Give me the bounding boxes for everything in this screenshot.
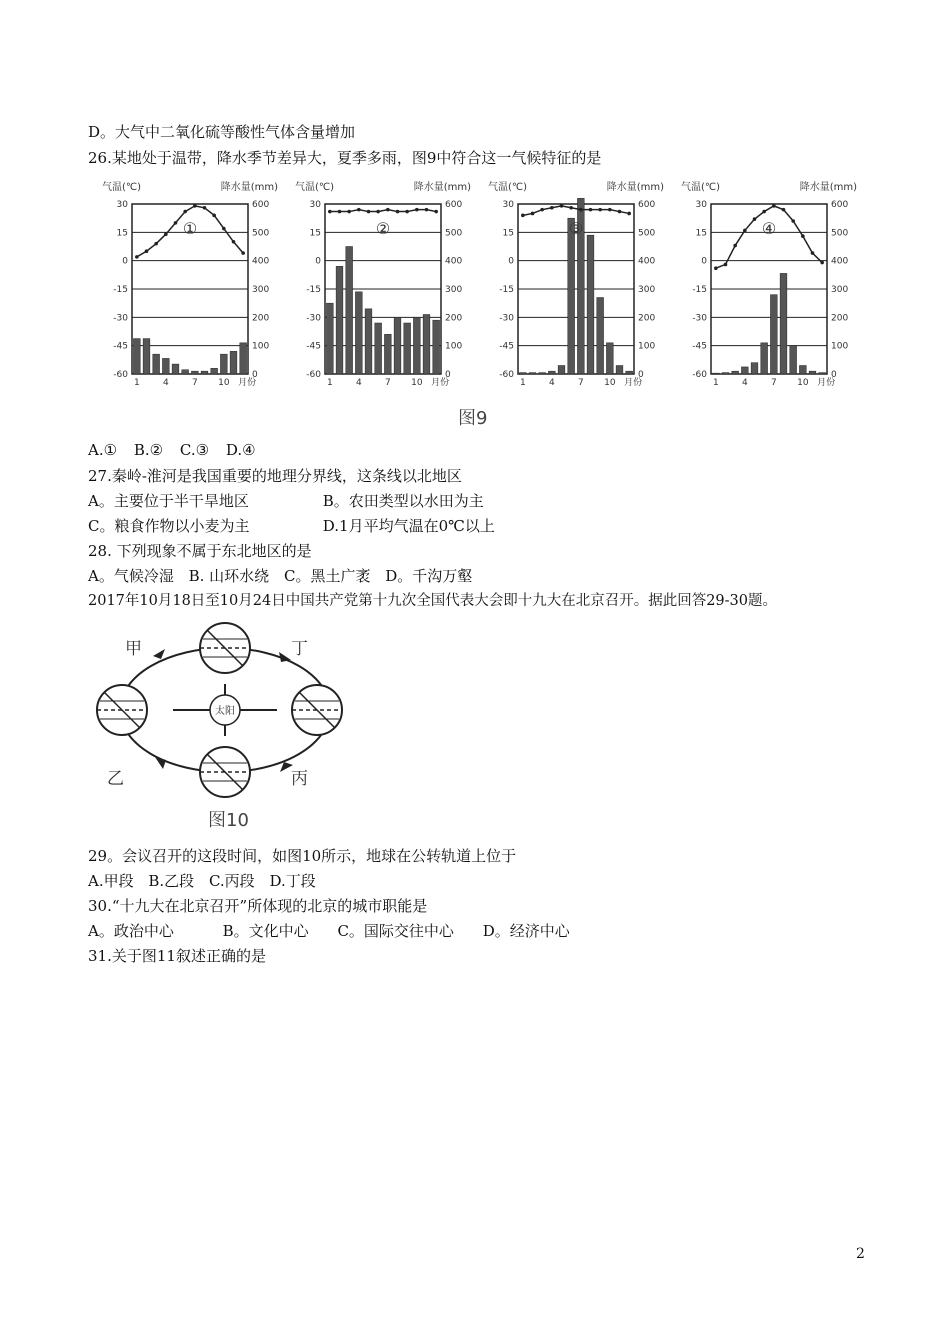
figure-9-caption: 图9 [458, 408, 488, 429]
q28-option-b[interactable]: B. 山环水绕 [188, 567, 270, 585]
label-bing: 丙 [291, 769, 308, 789]
precip-bar [346, 247, 353, 375]
month-tick-label: 10 [411, 378, 423, 386]
q29-option-c[interactable]: C.丙段 [208, 872, 255, 890]
temperature-line [523, 206, 629, 215]
precip-bar [790, 346, 797, 374]
precip-bar [722, 373, 729, 374]
q27-stem: 27.秦岭-淮河是我国重要的地理分界线，这条线以北地区 [88, 467, 462, 485]
precip-bar [230, 351, 237, 374]
label-yi: 乙 [107, 769, 124, 789]
chart-number-label: ③ [568, 219, 584, 238]
q27-options-row2 [88, 516, 495, 536]
temperature-point [782, 208, 786, 212]
earth-icon-top [200, 623, 250, 673]
q26-option-b[interactable]: B.② [133, 441, 164, 459]
temperature-axis-label: 气温(℃) [681, 182, 721, 193]
temperature-point [174, 221, 178, 225]
q26-stem: 26.某地处于温带，降水季节差异大，夏季多雨，图9中符合这一气候特征的是 [88, 149, 602, 167]
precip-tick-label: 400 [638, 256, 656, 267]
precip-tick-label: 200 [831, 313, 849, 324]
month-tick-label: 4 [162, 378, 169, 386]
temperature-point [376, 210, 380, 214]
month-tick-label: 7 [384, 378, 391, 386]
q26-option-d[interactable]: D.④ [225, 441, 256, 459]
precip-bar [606, 343, 613, 374]
temperature-point [579, 208, 583, 212]
temperature-point [560, 204, 564, 208]
precipitation-axis-label: 降水量(mm) [413, 182, 471, 193]
temperature-point [434, 210, 438, 214]
q30-option-c[interactable]: C。国际交往中心 [337, 922, 454, 940]
precip-bar [182, 370, 189, 374]
temperature-point [540, 208, 544, 212]
precip-bar [799, 366, 806, 375]
q29-option-a[interactable]: A.甲段 [88, 872, 134, 890]
precip-bar [568, 218, 575, 374]
q29-stem: 29。会议召开的这段时间，如图10所示，地球在公转轨道上位于 [88, 847, 517, 865]
temp-tick-label: -30 [306, 313, 321, 324]
precip-bar [741, 367, 748, 374]
temperature-point [550, 206, 554, 210]
temp-tick-label: -15 [499, 285, 514, 295]
precip-bar [355, 292, 362, 374]
month-axis-label: 月份 [624, 378, 643, 386]
precip-tick-label: 200 [445, 313, 463, 324]
temperature-point [367, 210, 371, 214]
q27-option-a[interactable]: A。主要位于半干旱地区 [88, 492, 249, 510]
temp-tick-label: -45 [692, 341, 707, 352]
precip-bar [365, 309, 372, 374]
precip-tick-label: 200 [638, 313, 656, 324]
earth-icon-bottom [200, 747, 250, 797]
month-tick-label: 4 [548, 378, 555, 386]
precip-bar [153, 354, 160, 374]
precip-tick-label: 600 [638, 200, 656, 210]
month-tick-label: 10 [218, 378, 230, 386]
temperature-point [569, 206, 573, 210]
precipitation-axis-label: 降水量(mm) [606, 182, 664, 193]
temp-tick-label: 15 [116, 228, 128, 239]
q28-option-d[interactable]: D。千沟万壑 [385, 567, 473, 585]
month-tick-label: 1 [133, 378, 140, 386]
precip-bar [761, 343, 768, 374]
orbit-arrow-yi [155, 757, 166, 769]
month-tick-label: 7 [577, 378, 584, 386]
temperature-point [241, 251, 245, 255]
precip-bar [616, 366, 623, 375]
q29-option-b[interactable]: B.乙段 [148, 872, 195, 890]
temperature-point [396, 210, 400, 214]
temp-tick-label: -15 [692, 285, 707, 295]
sun-icon [173, 684, 277, 736]
precip-bar [558, 366, 565, 375]
temp-tick-label: -60 [113, 370, 128, 380]
temp-tick-label: 30 [116, 200, 128, 210]
climate-chart-2 [293, 176, 473, 386]
precip-tick-label: 100 [252, 341, 270, 352]
temperature-axis-label: 气温(℃) [295, 182, 335, 193]
month-axis-label: 月份 [238, 378, 257, 386]
temperature-point [791, 219, 795, 223]
precip-bar [626, 371, 633, 374]
temperature-point [618, 210, 622, 214]
month-tick-label: 1 [712, 378, 719, 386]
precip-bar [732, 371, 739, 374]
precip-bar [780, 273, 787, 374]
precip-tick-label: 100 [445, 341, 463, 352]
temperature-point [714, 266, 718, 270]
temperature-point [154, 242, 158, 246]
q29-options [88, 871, 316, 891]
month-axis-label: 月份 [817, 378, 836, 386]
q29-option-d[interactable]: D.丁段 [269, 872, 316, 890]
temp-tick-label: -45 [113, 341, 128, 352]
precip-bar [201, 371, 208, 374]
q27-option-b[interactable]: B。农田类型以水田为主 [322, 492, 484, 510]
temp-tick-label: 30 [309, 200, 321, 210]
temperature-axis-label: 气温(℃) [102, 182, 142, 193]
precipitation-axis-label: 降水量(mm) [799, 182, 857, 193]
temperature-point [811, 251, 815, 255]
precip-tick-label: 400 [445, 256, 463, 267]
temp-tick-label: -45 [306, 341, 321, 352]
climate-chart-4 [679, 176, 859, 386]
temp-tick-label: 15 [502, 228, 514, 239]
q30-option-a[interactable]: A。政治中心 [88, 922, 174, 940]
precip-bar [162, 358, 169, 374]
temperature-point [145, 249, 149, 253]
earth-icon-right [292, 685, 342, 735]
temp-tick-label: -45 [499, 341, 514, 352]
temp-tick-label: 0 [701, 256, 707, 267]
month-tick-label: 4 [355, 378, 362, 386]
q30-option-b[interactable]: B。文化中心 [222, 922, 309, 940]
sun-label: 太阳 [215, 706, 235, 717]
chart-number-label: ① [182, 219, 198, 238]
precip-tick-label: 500 [638, 228, 656, 239]
precip-tick-label: 0 [445, 370, 451, 380]
temp-tick-label: 30 [502, 200, 514, 210]
precip-tick-label: 300 [831, 285, 849, 295]
precip-bar [423, 315, 430, 375]
precip-tick-label: 600 [252, 200, 270, 210]
q30-stem: 30.“十九大在北京召开”所体现的北京的城市职能是 [88, 897, 428, 915]
precip-bar [211, 368, 218, 374]
precip-tick-label: 500 [252, 228, 270, 239]
temp-tick-label: -60 [306, 370, 321, 380]
precip-bar [519, 373, 526, 374]
orbit-arrow-jia [153, 649, 165, 659]
q26-option-c[interactable]: C.③ [179, 441, 210, 459]
precip-bar [375, 323, 382, 374]
temperature-point [415, 208, 419, 212]
temperature-point [232, 240, 236, 244]
chart-number-label: ② [375, 219, 391, 238]
climate-chart-3 [486, 176, 666, 386]
month-tick-label: 4 [741, 378, 748, 386]
temperature-point [598, 208, 602, 212]
month-tick-label: 7 [770, 378, 777, 386]
q27-option-c[interactable]: C。粮食作物以小麦为主 [88, 517, 250, 535]
month-tick-label: 10 [604, 378, 616, 386]
temperature-point [183, 210, 187, 214]
chart-svg [486, 176, 666, 386]
precip-bar [143, 339, 150, 374]
q31-stem: 31.关于图11叙述正确的是 [88, 947, 266, 965]
q28-option-c[interactable]: C。黑土广袤 [283, 567, 371, 585]
precip-bar [809, 371, 816, 374]
temp-tick-label: -30 [692, 313, 707, 324]
precip-bar [191, 371, 198, 374]
temperature-point [425, 208, 429, 212]
precip-tick-label: 600 [445, 200, 463, 210]
temperature-point [164, 232, 168, 236]
climate-chart-1 [100, 176, 280, 386]
precip-tick-label: 500 [445, 228, 463, 239]
q28-stem: 28. 下列现象不属于东北地区的是 [88, 542, 312, 560]
precip-bar [384, 334, 391, 374]
precip-tick-label: 0 [252, 370, 258, 380]
q26-options [88, 440, 256, 460]
precip-tick-label: 300 [445, 285, 463, 295]
precip-bar [587, 235, 594, 374]
precip-bar [133, 339, 140, 374]
q29-30-intro: 2017年10月18日至10月24日中国共产党第十九次全国代表大会即十九大在北京召开。据此回答29-30题。 [88, 593, 778, 609]
precip-bar [548, 371, 555, 374]
temp-tick-label: 0 [315, 256, 321, 267]
q27-option-d[interactable]: D.1月平均气温在0℃以上 [322, 517, 495, 535]
q30-options [88, 921, 570, 941]
temperature-point [743, 229, 747, 233]
precip-tick-label: 100 [831, 341, 849, 352]
page-number: 2 [856, 1246, 865, 1262]
earth-icon-left [97, 685, 147, 735]
temperature-point [733, 244, 737, 248]
temp-tick-label: -15 [306, 285, 321, 295]
precip-bar [539, 373, 546, 374]
temperature-point [820, 261, 824, 265]
precip-tick-label: 0 [638, 370, 644, 380]
temp-tick-label: 15 [695, 228, 707, 239]
precip-bar [712, 373, 719, 374]
temp-tick-label: -15 [113, 285, 128, 295]
chart-svg [679, 176, 859, 386]
q26-option-a[interactable]: A.① [88, 441, 118, 459]
temperature-point [753, 217, 757, 221]
temperature-point [135, 255, 139, 259]
temperature-point [724, 263, 728, 267]
precip-bar [433, 320, 440, 374]
precip-tick-label: 400 [831, 256, 849, 267]
precip-bar [326, 303, 333, 374]
temp-tick-label: -30 [113, 313, 128, 324]
precip-bar [819, 373, 826, 374]
figure-10-caption: 图10 [208, 810, 249, 831]
temperature-point [589, 208, 593, 212]
temp-tick-label: 0 [122, 256, 128, 267]
temperature-point [801, 234, 805, 238]
temperature-point [328, 210, 332, 214]
month-tick-label: 1 [519, 378, 526, 386]
month-tick-label: 7 [191, 378, 198, 386]
temperature-point [222, 227, 226, 231]
precip-bar [770, 295, 777, 374]
temp-tick-label: -60 [692, 370, 707, 380]
precip-tick-label: 300 [638, 285, 656, 295]
temp-tick-label: 15 [309, 228, 321, 239]
temperature-point [627, 212, 631, 216]
precip-tick-label: 300 [252, 285, 270, 295]
q28-option-a[interactable]: A。气候冷湿 [88, 567, 174, 585]
chart-number-label: ④ [761, 219, 777, 238]
temperature-point [386, 208, 390, 212]
temperature-point [531, 212, 535, 216]
month-tick-label: 1 [326, 378, 333, 386]
precip-tick-label: 100 [638, 341, 656, 352]
temperature-point [203, 206, 207, 210]
precip-bar [529, 373, 536, 374]
temperature-point [347, 210, 351, 214]
chart-svg [100, 176, 280, 386]
precip-bar [751, 363, 758, 374]
temperature-line [330, 210, 436, 212]
temperature-point [772, 204, 776, 208]
temperature-point [212, 214, 216, 218]
label-ding: 丁 [291, 639, 308, 659]
precip-tick-label: 200 [252, 313, 270, 324]
precip-tick-label: 0 [831, 370, 837, 380]
temperature-point [357, 208, 361, 212]
month-tick-label: 10 [797, 378, 809, 386]
temperature-point [405, 210, 409, 214]
precip-bar [413, 317, 420, 374]
precipitation-axis-label: 降水量(mm) [220, 182, 278, 193]
precip-bar [336, 266, 343, 374]
precip-bar [597, 298, 604, 375]
precip-bar [394, 317, 401, 374]
q25-option-d: D。大气中二氧化硫等酸性气体含量增加 [88, 123, 356, 141]
precip-bar [240, 343, 247, 374]
q28-options [88, 566, 472, 586]
temp-tick-label: -60 [499, 370, 514, 380]
precip-tick-label: 500 [831, 228, 849, 239]
precip-bar [172, 364, 179, 374]
temperature-point [521, 214, 525, 218]
temp-tick-label: 30 [695, 200, 707, 210]
chart-svg [293, 176, 473, 386]
month-axis-label: 月份 [431, 378, 450, 386]
temperature-point [762, 210, 766, 214]
temp-tick-label: -30 [499, 313, 514, 324]
temperature-point [193, 204, 197, 208]
precip-bar [220, 354, 227, 374]
temperature-point [608, 208, 612, 212]
figure-9-climate-charts [100, 176, 860, 386]
precip-tick-label: 400 [252, 256, 270, 267]
temperature-point [338, 210, 342, 214]
q30-option-d[interactable]: D。经济中心 [482, 922, 570, 940]
precip-bar [404, 323, 411, 374]
temperature-axis-label: 气温(℃) [488, 182, 528, 193]
precip-tick-label: 600 [831, 200, 849, 210]
q27-options-row1 [88, 491, 484, 511]
label-jia: 甲 [125, 639, 142, 659]
temp-tick-label: 0 [508, 256, 514, 267]
